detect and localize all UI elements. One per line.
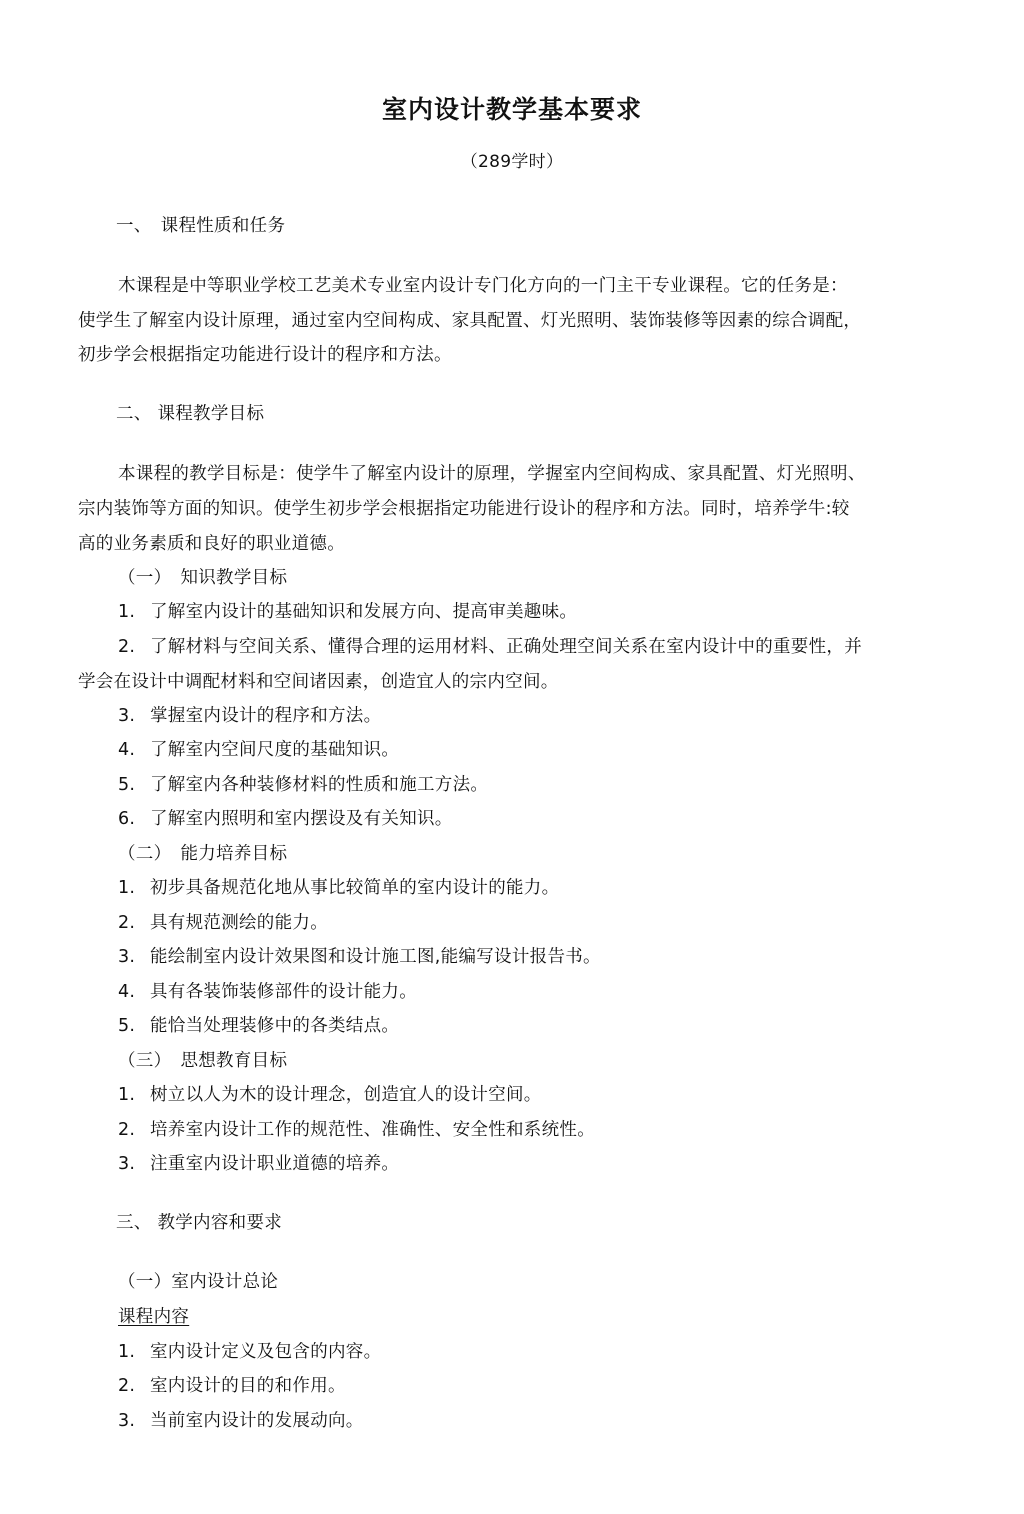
list-item-continuation: 学会在设计中调配材料和空间诸因素，创造宜人的宗内空间。 <box>78 672 559 692</box>
page-title: 室内设计教学基本要求 <box>381 95 642 124</box>
knowledge-goals-heading: （一） 知识教学目标 <box>118 568 288 588</box>
section-1-line-3: 初步学会根据指定功能进行设计的程序和方法。 <box>78 345 452 365</box>
section-1-line-1: 木课程是中等职业学校工艺美术专业室内设计专门化方向的一门主干专业课程。它的任务是： <box>118 276 848 296</box>
ability-goals-heading: （二） 能力培养目标 <box>118 844 288 864</box>
section-1-heading: 一、 课程性质和任务 <box>116 216 286 236</box>
course-content-label: 课程内容 <box>118 1307 190 1327</box>
page-subtitle: （289学时） <box>460 152 564 172</box>
section-1-line-2: 使学生了解室内设计原理，通过室内空间构成、家具配置、灯光照明、装饰装修等因素的综合调配， <box>78 311 862 331</box>
section-2-line-2: 宗内装饰等方面的知识。使学生初步学会根据指定功能进行设讣的程序和方法。同时，培养学牛:较 <box>78 499 850 519</box>
section-2-heading: 二、 课程教学目标 <box>116 404 265 424</box>
document-page: 室内设计教学基本要求 （289学时） 一、 课程性质和任务 木课程是中等职业学校工艺美术专业室内设计专门化方向的一门主干专业课程。它的任务是： 使学生了解室内设计原理，通过室内空间构成、家具配置、灯光照明、装饰装修等因素的综合调配， 初步学会根据指定功能进行设计的程序和方法。 二、 课程教学目标 本课程的教学目标是：使学牛了解室内设计的原理，学握室内空间构成、家具配置、灯光照明、 宗内装饰等方面的知识。使学生初步学会根据指定功能进行设讣的程序和方法。同时，培养学牛:较 高的业务素质和良好的职业道德。 （一） 知识教学目标 1. 了解室内设计的基础知识和发展方向、提高审美趣味。 2. 了解材料与空间关系、懂得合理的运用材料、正确处理空间关系在室内设计中的重要性，并 学会在设计中调配材料和空间诸因素，创造宜人的宗内空间。 3. 掌握室内设计的程序和方法。 4. 了解室内空间尺度的基础知识。 5. 了解室内各种装修材料的性质和施工方法。 6. 了解室内照明和室内摆设及有关知识。 （二） 能力培养目标 1. 初步具备规范化地从事比较简单的室内设计的能力。 2. 具有规范测绘的能力。 3. 能绘制室内设计效果图和设计施工图,能编写设计报告书。 4. 具有各装饰装修部件的设计能力。 5. 能恰当处理装修中的各类结点。 （三） 思想教育目标 1. 树立以人为木的设计理念，创造宜人的设计空间。 2. 培养室内设计工作的规范性、准确性、安全性和系统性。 3. 注重室内设计职业道德的培养。 三、 教学内容和要求 （一）室内设计总论 课程内容 1. 室内设计定义及包含的内容。 2. 室内设计的目的和作用。 3. 当前室内设计的发展动向。 <box>0 0 1024 1514</box>
general-theory-heading: （一）室内设计总论 <box>118 1272 279 1292</box>
section-2-line-1: 本课程的教学目标是：使学牛了解室内设计的原理，学握室内空间构成、家具配置、灯光照明、 <box>118 464 866 484</box>
section-2-line-3: 高的业务素质和良好的职业道德。 <box>78 534 345 554</box>
section-3-heading: 三、 教学内容和要求 <box>116 1213 283 1233</box>
ideology-goals-heading: （三） 思想教育目标 <box>118 1051 288 1071</box>
